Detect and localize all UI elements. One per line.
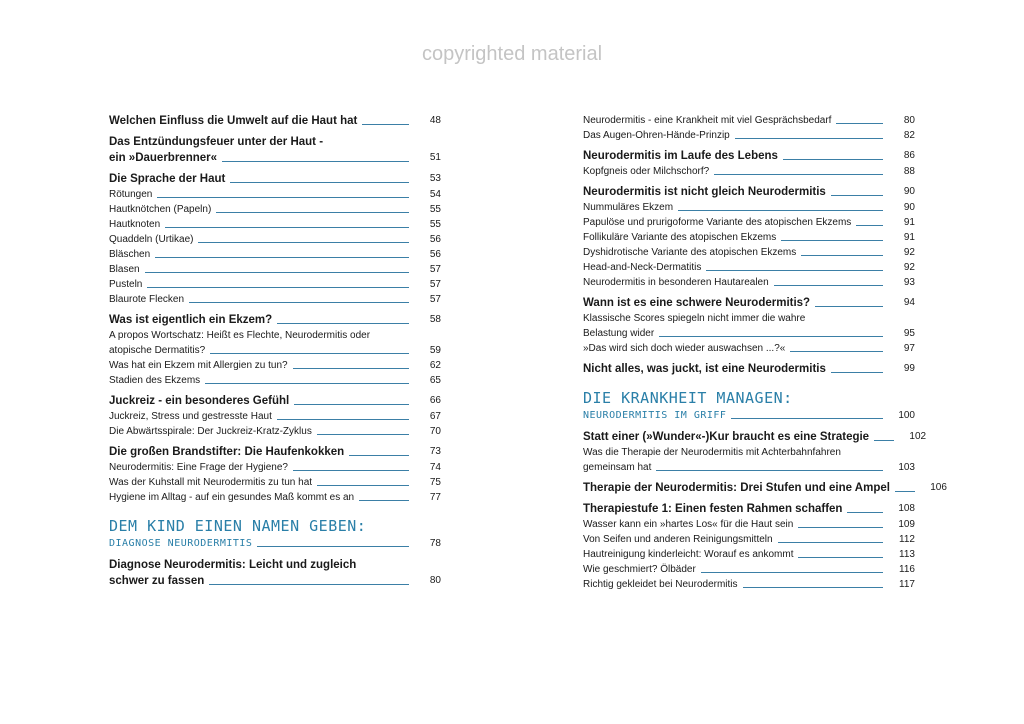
page-number: 106 (930, 482, 947, 493)
entry-title: Richtig gekleidet bei Neurodermitis (583, 579, 738, 590)
page-number: 78 (429, 538, 441, 549)
page-number: 90 (903, 186, 915, 197)
leader-line (831, 372, 883, 373)
chapter-entry (109, 536, 441, 551)
entry-title: Follikuläre Variante des atopischen Ekzems (583, 232, 777, 243)
leader-line (874, 440, 894, 441)
toc-sub-entry (109, 247, 441, 262)
entry-title: Wasser kann ein »hartes Los« für die Haut sein (583, 519, 794, 530)
toc-sub-entry (583, 311, 915, 341)
toc-sub-entry (109, 262, 441, 277)
toc-right-column (583, 113, 947, 592)
page-number: 80 (903, 115, 915, 126)
chapter-entry (583, 408, 915, 423)
page-number: 100 (898, 410, 915, 421)
leader-line (743, 587, 883, 588)
toc-sub-entry (109, 202, 441, 217)
entry-title: Nummuläres Ekzem (583, 202, 674, 213)
entry-title: Die Abwärtsspirale: Der Juckreiz-Kratz-Zyklus (109, 426, 312, 437)
page-number: 103 (898, 462, 915, 473)
toc-heading-entry (583, 184, 915, 200)
entry-last-line (109, 343, 441, 358)
leader-line (895, 491, 915, 492)
leader-line (216, 212, 409, 213)
page-number: 74 (429, 462, 441, 473)
leader-line (157, 197, 409, 198)
leader-line (783, 159, 883, 160)
page-number: 48 (429, 115, 441, 126)
page-number: 108 (898, 503, 915, 514)
leader-line (714, 174, 883, 175)
entry-title: Therapiestufe 1: Einen festen Rahmen schaffen (583, 503, 843, 515)
entry-title: Dyshidrotische Variante des atopischen Ekzems (583, 247, 797, 258)
leader-line (293, 470, 409, 471)
page-number: 51 (429, 152, 441, 163)
toc-sub-entry (109, 232, 441, 247)
entry-title: Papulöse und prurigoforme Variante des atopischen Ekzems (583, 217, 852, 228)
page-number: 57 (429, 264, 441, 275)
leader-line (798, 557, 883, 558)
entry-title: Neurodermitis: Eine Frage der Hygiene? (109, 462, 288, 473)
leader-line (774, 285, 883, 286)
page-number: 80 (429, 575, 441, 586)
leader-line (294, 404, 409, 405)
toc-sub-entry (583, 517, 915, 532)
leader-line (210, 353, 409, 354)
toc-sub-entry (109, 217, 441, 232)
leader-line (165, 227, 409, 228)
entry-title: Von Seifen und anderen Reinigungsmitteln (583, 534, 773, 545)
page-number: 58 (429, 314, 441, 325)
toc-sub-entry (583, 341, 915, 356)
leader-line (277, 323, 409, 324)
page-number: 62 (429, 360, 441, 371)
toc-sub-entry (109, 277, 441, 292)
leader-line (145, 272, 409, 273)
entry-title: Welchen Einfluss die Umwelt auf die Haut hat (109, 115, 358, 127)
toc-heading-entry (109, 312, 441, 328)
entry-title: Head-and-Neck-Dermatitis (583, 262, 702, 273)
entry-title-line: Was die Therapie der Neurodermitis mit Achterbahnfahren (583, 447, 841, 458)
toc-sub-entry (109, 409, 441, 424)
leader-line (155, 257, 409, 258)
chapter-title-line: NEURODERMITIS IM GRIFF (583, 410, 727, 421)
leader-line (735, 138, 883, 139)
leader-line (293, 368, 409, 369)
entry-title: Neurodermitis in besonderen Hautarealen (583, 277, 769, 288)
leader-line (277, 419, 409, 420)
entry-title-line: Klassische Scores spiegeln nicht immer die wahre (583, 313, 806, 324)
entry-title-line: A propos Wortschatz: Heißt es Flechte, Neurodermitis oder (109, 330, 371, 341)
page-number: 113 (899, 549, 915, 560)
leader-line (198, 242, 409, 243)
leader-line (778, 542, 883, 543)
entry-title: Blaurote Flecken (109, 294, 185, 305)
page-number: 95 (903, 328, 915, 339)
entry-title: Juckreiz - ein besonderes Gefühl (109, 395, 290, 407)
toc-heading-entry (583, 501, 915, 517)
leader-line (209, 584, 409, 585)
chapter-title-line: DEM KIND EINEN NAMEN GEBEN: (109, 517, 367, 535)
toc-sub-entry (109, 358, 441, 373)
page-number: 54 (429, 189, 441, 200)
leader-line (147, 287, 409, 288)
page-number: 77 (429, 492, 441, 503)
toc-sub-entry (109, 292, 441, 307)
toc-sub-entry (583, 230, 915, 245)
page-number: 57 (429, 279, 441, 290)
entry-title: Wie geschmiert? Ölbäder (583, 564, 696, 575)
entry-title-line: Das Entzündungsfeuer unter der Haut - (109, 136, 324, 148)
toc-heading-entry (583, 480, 947, 496)
page-number: 102 (909, 431, 927, 442)
toc-heading-entry (109, 171, 441, 187)
page-number: 109 (898, 519, 915, 530)
toc-sub-entry (109, 460, 441, 475)
entry-title: Stadien des Ekzems (109, 375, 201, 386)
toc-sub-entry (583, 200, 915, 215)
entry-title: Die großen Brandstifter: Die Haufenkokken (109, 446, 345, 458)
toc-sub-entry (109, 373, 441, 388)
entry-title: Bläschen (109, 249, 151, 260)
toc-sub-entry (583, 275, 915, 290)
page-number: 55 (429, 219, 441, 230)
toc-heading-entry (109, 557, 441, 589)
leader-line (831, 195, 883, 196)
toc-sub-entry (583, 113, 915, 128)
toc-sub-entry (583, 532, 915, 547)
leader-line (815, 306, 883, 307)
leader-line (257, 546, 409, 547)
entry-title-line: Belastung wider (583, 328, 655, 339)
toc-sub-entry (583, 260, 915, 275)
leader-line (678, 210, 883, 211)
toc-heading-entry (583, 295, 915, 311)
entry-title-line: schwer zu fassen (109, 575, 205, 587)
entry-title: Das Augen-Ohren-Hände-Prinzip (583, 130, 730, 141)
entry-last-line (109, 150, 441, 166)
leader-line (656, 470, 883, 471)
page-number: 99 (903, 363, 915, 374)
leader-line (731, 418, 883, 419)
entry-last-line (583, 326, 915, 341)
page-number: 57 (429, 294, 441, 305)
page-number: 112 (899, 534, 915, 545)
page-number: 94 (903, 297, 915, 308)
toc-sub-entry (109, 424, 441, 439)
entry-title: Hygiene im Alltag - auf ein gesundes Maß kommt es an (109, 492, 355, 503)
entry-last-line (109, 573, 441, 589)
page-number: 86 (903, 150, 915, 161)
leader-line (836, 123, 883, 124)
entry-title: Hautknötchen (Papeln) (109, 204, 212, 215)
toc-sub-entry (583, 562, 915, 577)
toc-sub-entry (109, 490, 441, 505)
page-number: 91 (903, 217, 915, 228)
entry-title: Nicht alles, was juckt, ist eine Neurodermitis (583, 363, 826, 375)
leader-line (801, 255, 883, 256)
toc-heading-entry (109, 113, 441, 129)
entry-title: Juckreiz, Stress und gestresste Haut (109, 411, 272, 422)
toc-sub-entry (583, 215, 915, 230)
entry-title-line: ein »Dauerbrenner« (109, 152, 218, 164)
chapter-heading (109, 517, 441, 551)
page-number: 97 (903, 343, 915, 354)
chapter-title-line: DIE KRANKHEIT MANAGEN: (583, 389, 793, 407)
leader-line (706, 270, 883, 271)
toc-heading-entry (583, 148, 915, 164)
toc-sub-entry (583, 164, 915, 179)
toc-heading-entry (109, 444, 441, 460)
leader-line (701, 572, 883, 573)
page-number: 70 (429, 426, 441, 437)
toc-sub-entry (109, 187, 441, 202)
entry-title-line: atopische Dermatitis? (109, 345, 206, 356)
toc-heading-entry (109, 134, 441, 166)
toc-sub-entry (583, 445, 915, 475)
entry-title: Therapie der Neurodermitis: Drei Stufen und eine Ampel (583, 482, 890, 494)
page-number: 92 (903, 247, 915, 258)
leader-line (189, 302, 409, 303)
page-number: 117 (899, 579, 915, 590)
page-number: 73 (429, 446, 441, 457)
toc-sub-entry (583, 128, 915, 143)
page-number: 75 (429, 477, 441, 488)
leader-line (659, 336, 883, 337)
entry-title: Blasen (109, 264, 140, 275)
leader-line (847, 512, 883, 513)
entry-title: Statt einer (»Wunder«-)Kur braucht es eine Strategie (583, 431, 870, 443)
entry-title: Die Sprache der Haut (109, 173, 226, 185)
page-number: 90 (903, 202, 915, 213)
page-number: 82 (903, 130, 915, 141)
entry-last-line (583, 460, 915, 475)
leader-line (362, 124, 409, 125)
toc-sub-entry (583, 577, 915, 592)
page-number: 93 (903, 277, 915, 288)
page-number: 67 (429, 411, 441, 422)
page-number: 116 (899, 564, 915, 575)
page-number: 55 (429, 204, 441, 215)
leader-line (205, 383, 409, 384)
page-number: 92 (903, 262, 915, 273)
toc-heading-entry (583, 429, 927, 445)
leader-line (222, 161, 409, 162)
entry-title: Hautknoten (109, 219, 161, 230)
leader-line (349, 455, 409, 456)
page-number: 66 (429, 395, 441, 406)
leader-line (790, 351, 883, 352)
page-number: 56 (429, 249, 441, 260)
entry-title: Neurodermitis im Laufe des Lebens (583, 150, 778, 162)
chapter-title-line: DIAGNOSE NEURODERMITIS (109, 538, 253, 549)
toc-sub-entry (109, 328, 441, 358)
entry-title: Quaddeln (Urtikae) (109, 234, 194, 245)
entry-title: Was ist eigentlich ein Ekzem? (109, 314, 273, 326)
entry-title: Was der Kuhstall mit Neurodermitis zu tun hat (109, 477, 313, 488)
toc-heading-entry (583, 361, 915, 377)
page-number: 56 (429, 234, 441, 245)
entry-title: »Das wird sich doch wieder auswachsen ...?« (583, 343, 786, 354)
page-number: 65 (429, 375, 441, 386)
toc-sub-entry (583, 245, 915, 260)
chapter-heading (583, 389, 915, 423)
toc-heading-entry (109, 393, 441, 409)
entry-title: Pusteln (109, 279, 143, 290)
entry-title: Was hat ein Ekzem mit Allergien zu tun? (109, 360, 288, 371)
entry-title: Kopfgneis oder Milchschorf? (583, 166, 710, 177)
leader-line (230, 182, 409, 183)
leader-line (317, 485, 409, 486)
entry-title-line: gemeinsam hat (583, 462, 652, 473)
toc-sub-entry (583, 547, 915, 562)
leader-line (781, 240, 883, 241)
page-number: 53 (429, 173, 441, 184)
leader-line (856, 225, 883, 226)
entry-title: Rötungen (109, 189, 153, 200)
leader-line (798, 527, 883, 528)
toc-left-column (109, 113, 441, 589)
entry-title-line: Diagnose Neurodermitis: Leicht und zugleich (109, 559, 357, 571)
watermark: copyrighted material (421, 43, 603, 65)
entry-title: Wann ist es eine schwere Neurodermitis? (583, 297, 811, 309)
page-number: 59 (429, 345, 441, 356)
page-number: 91 (903, 232, 915, 243)
leader-line (359, 500, 409, 501)
leader-line (317, 434, 409, 435)
entry-title: Neurodermitis - eine Krankheit mit viel Gesprächsbedarf (583, 115, 832, 126)
toc-sub-entry (109, 475, 441, 490)
entry-title: Hautreinigung kinderleicht: Worauf es ankommt (583, 549, 794, 560)
entry-title: Neurodermitis ist nicht gleich Neurodermitis (583, 186, 826, 198)
page-number: 88 (903, 166, 915, 177)
